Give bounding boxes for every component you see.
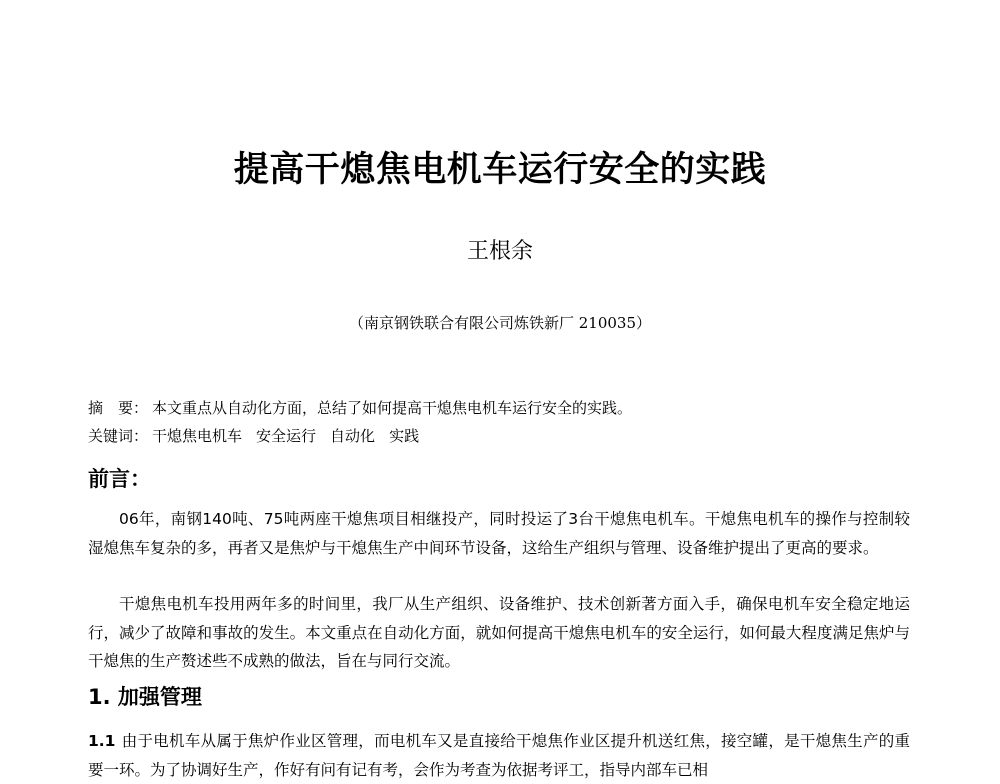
preface-paragraph: 06年，南钢140吨、75吨两座干熄焦项目相继投产，同时投运了3台干熄焦电机车。干熄焦电机车的操作与控制较湿熄焦车复杂的多，再者又是焦炉与干熄焦生产中间环节设备，这给生产组织与管理、设备维护提出了更高的要求。 [88, 510, 910, 557]
preface-heading: 前言： [88, 467, 151, 491]
author-name: 王根余 [466, 239, 533, 264]
keywords [88, 424, 419, 448]
subsection-paragraph [88, 727, 910, 784]
abstract-label: 摘 要： [88, 399, 149, 417]
paper-title: 提高干熄焦电机车运行安全的实践 [233, 150, 767, 190]
subsection-text: 由于电机车从属于焦炉作业区管理，而电机车又是直接给干熄焦作业区提升机送红焦，接空罐，是干熄焦生产的重要一环。为了协调好生产，作好有问有记有考，会作为考查为依据考评工，指导内部车已相 [88, 732, 910, 779]
abstract-text: 本文重点从自动化方面，总结了如何提高干熄焦电机车运行安全的实践。 [152, 399, 633, 417]
preface-paragraph: 干熄焦电机车投用两年多的时间里，我厂从生产组织、设备维护、技术创新著方面入手，确保电机车安全稳定地运行，减少了故障和事故的发生。本文重点在自动化方面，就如何提高干熄焦电机车的安全运行，如何最大程度满足焦炉与干熄焦的生产赘述些不成熟的做法，旨在与同行交流。 [88, 595, 910, 670]
keyword-item: 干熄焦电机车 [152, 427, 243, 445]
section-heading: 1. 加强管理 [88, 685, 202, 709]
keyword-item: 安全运行 [256, 427, 317, 445]
keyword-item: 自动化 [330, 427, 376, 445]
keywords-label: 关键词： [88, 427, 149, 445]
subsection-number: 1.1 [88, 732, 116, 750]
author-affiliation: （南京钢铁联合有限公司炼铁新厂 210035） [348, 314, 652, 332]
abstract [88, 396, 632, 420]
keyword-item: 实践 [389, 427, 420, 445]
